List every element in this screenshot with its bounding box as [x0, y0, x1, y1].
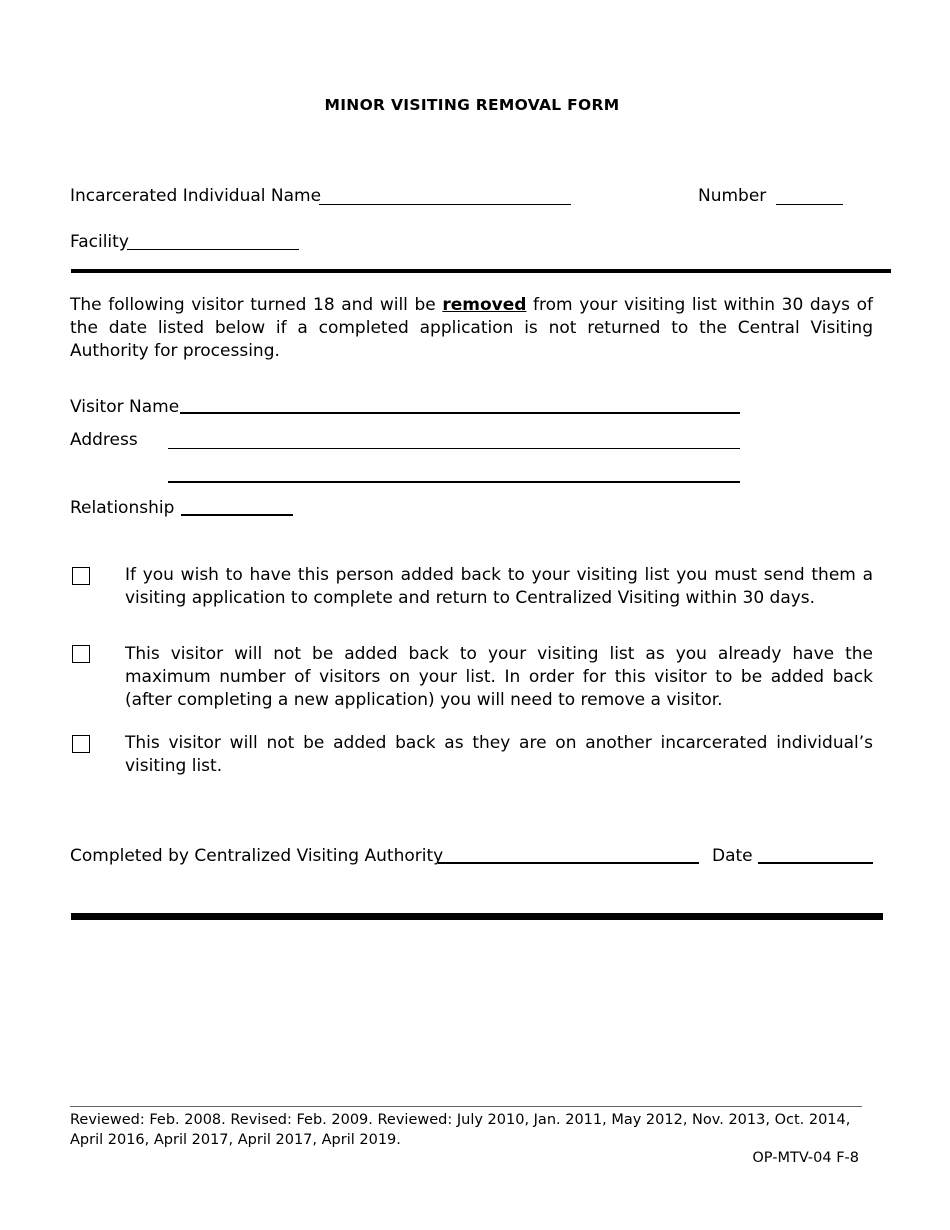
notice-paragraph: [70, 294, 873, 363]
number-label: Number: [698, 186, 767, 206]
review-history: Reviewed: Feb. 2008. Revised: Feb. 2009. Reviewed: July 2010, Jan. 2011, May 2012, Nov. 2013, Oct. 2014, April 2016, April 2017, April 2017, April 2019.: [70, 1112, 851, 1148]
address-label: Address: [70, 430, 138, 450]
inmate-name-field[interactable]: [319, 204, 571, 205]
notice-text-before: The following visitor turned 18 and will be: [70, 295, 443, 315]
form-title: MINOR VISITING REMOVAL FORM: [324, 96, 620, 114]
address-field-line-1[interactable]: [168, 448, 740, 449]
inmate-name-label: Incarcerated Individual Name: [70, 186, 322, 206]
option-3-text: This visitor will not be added back as they are on another incarcerated individual’s visiting list.: [125, 733, 873, 776]
option-3-checkbox[interactable]: [72, 735, 90, 753]
completed-by-label: Completed by Centralized Visiting Authority: [70, 846, 444, 866]
facility-label: Facility: [70, 232, 129, 252]
completed-by-field[interactable]: [438, 862, 699, 864]
facility-field[interactable]: [127, 249, 299, 250]
number-field[interactable]: [776, 204, 843, 205]
address-field-line-2[interactable]: [168, 481, 740, 483]
notice-text-after: from your visiting list within 30 days of the date listed below if a completed application is not returned to the Central Visiting Authority for processing.: [70, 295, 873, 361]
footer-rule: [70, 1106, 862, 1107]
notice-emphasis: removed: [442, 295, 527, 315]
visitor-name-label: Visitor Name: [70, 397, 180, 417]
date-label: Date: [712, 846, 753, 866]
option-2-text: This visitor will not be added back to your visiting list as you already have the maximum number of visitors on your list. In order for this visitor to be added back (after completing a new application) you will need to remove a visitor.: [125, 644, 873, 710]
option-1-text: If you wish to have this person added back to your visiting list you must send them a visiting application to complete and return to Centralized Visiting within 30 days.: [125, 565, 873, 608]
date-field[interactable]: [758, 862, 873, 864]
form-code: OP-MTV-04 F-8: [752, 1150, 859, 1166]
option-2-checkbox[interactable]: [72, 645, 90, 663]
option-1-checkbox[interactable]: [72, 567, 90, 585]
relationship-field[interactable]: [181, 514, 293, 516]
section-divider-top: [71, 269, 891, 273]
relationship-label: Relationship: [70, 498, 175, 518]
visitor-name-field[interactable]: [180, 412, 740, 414]
section-divider-bottom: [71, 913, 883, 920]
